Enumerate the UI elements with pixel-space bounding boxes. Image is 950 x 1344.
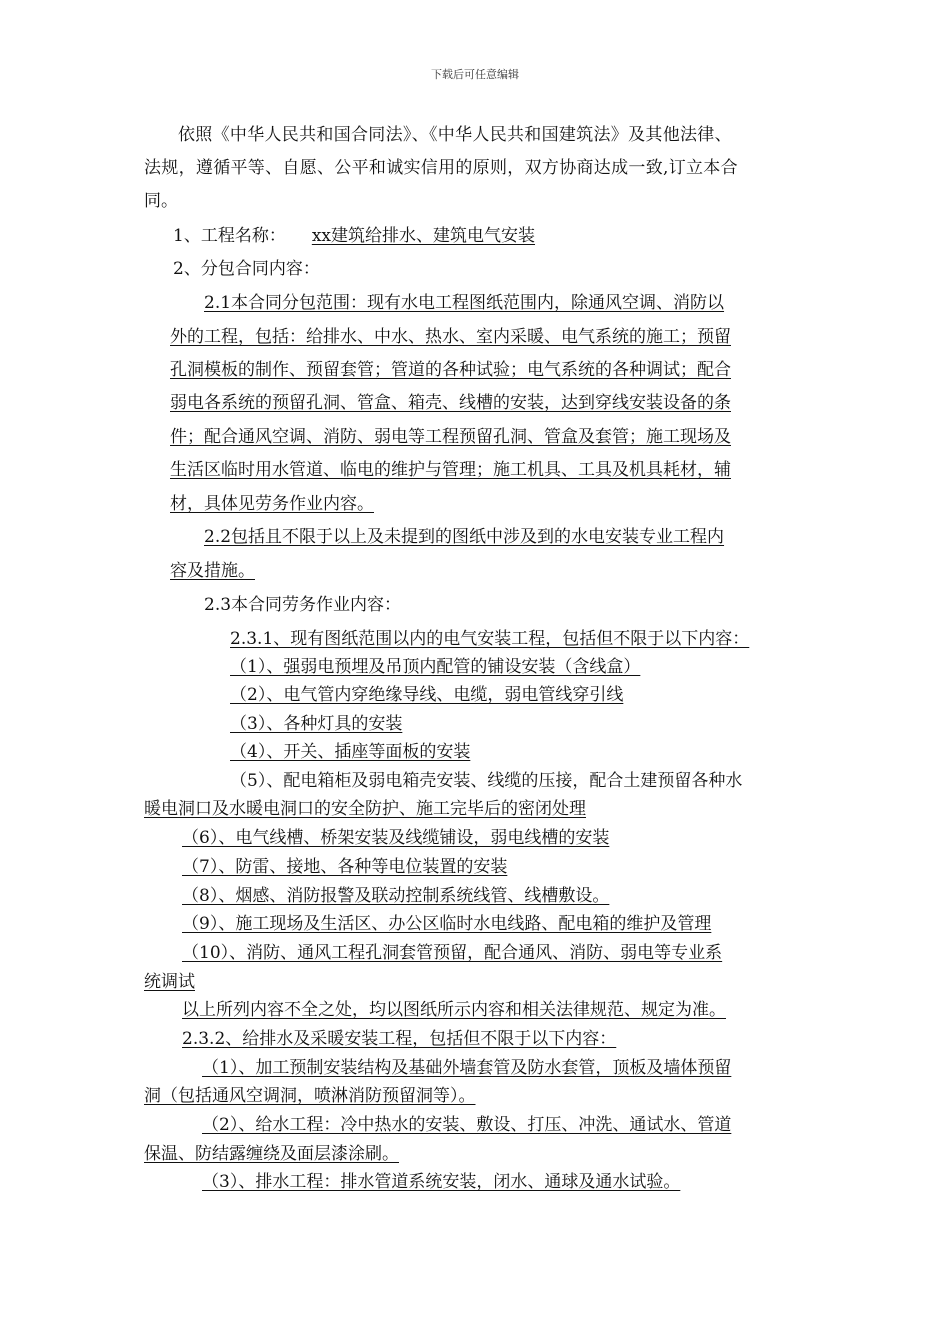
p22-line-1: 2.2包括且不限于以上及未提到的图纸中涉及到的水电安装专业工程内 <box>204 527 725 547</box>
project-name-row <box>173 224 535 248</box>
elec-item-5a: （5）、配电箱柜及弱电箱壳安装、线缆的压接，配合土建预留各种水 <box>230 771 743 791</box>
page-header: 下载后可任意编辑 <box>431 68 519 81</box>
p22-line-2 <box>170 559 265 583</box>
p232-title: 2.3.2、给排水及采暖安装工程，包括但不限于以下内容： <box>182 1029 617 1049</box>
water-item-3-text: （3）、排水工程：排水管道系统安装，闭水、通球及通水试验。 <box>202 1172 681 1192</box>
water-item-2a <box>144 1113 731 1137</box>
water-item-1a <box>144 1056 731 1080</box>
intro-line-3: 同。 <box>144 191 178 211</box>
p21-line-6: 生活区临时用水管道、临电的维护与管理；施工机具、工具及机具耗材，辅 <box>170 460 731 480</box>
elec-item-9: （9）、施工现场及生活区、办公区临时水电线路、配电箱的维护及管理 <box>182 914 712 934</box>
water-item-1a-text: （1）、加工预制安装结构及基础外墙套管及防水套管，顶板及墙体预留 <box>202 1058 732 1078</box>
project-name-value <box>286 226 535 246</box>
elec-note: 以上所列内容不全之处，均以图纸所示内容和相关法律规范、规定为准。 <box>182 1000 726 1020</box>
elec-item-8: （8）、烟感、消防报警及联动控制系统线管、线槽敷设。 <box>182 886 610 906</box>
p21-line-1: 2.1本合同分包范围：现有水电工程图纸范围内，除通风空调、消防以 <box>204 293 725 313</box>
p21-line-7-text: 材，具体见劳务作业内容。 <box>170 494 374 514</box>
project-name-text: xx建筑给排水、建筑电气安装 <box>311 226 536 246</box>
elec-item-6: （6）、电气线槽、桥架安装及线缆铺设，弱电线槽的安装 <box>182 828 610 848</box>
elec-item-2: （2）、电气管内穿绝缘导线、电缆，弱电管线穿引线 <box>230 685 624 705</box>
p21-line-7 <box>170 492 384 516</box>
elec-item-7: （7）、防雷、接地、各种等电位装置的安装 <box>182 857 508 877</box>
p21-line-4: 弱电各系统的预留孔洞、管盒、箱壳、线槽的安装，达到穿线安装设备的条 <box>170 393 731 413</box>
elec-item-3: （3）、各种灯具的安装 <box>230 714 403 734</box>
water-item-1b: 洞（包括通风空调洞，喷淋消防预留洞等）。 <box>144 1086 476 1106</box>
intro-line-2: 法规，遵循平等、自愿、公平和诚实信用的原则，双方协商达成一致,订立本合 <box>144 158 738 178</box>
p22-line-2-text: 容及措施。 <box>170 561 255 581</box>
p21-line-2: 外的工程，包括：给排水、中水、热水、室内采暖、电气系统的施工；预留 <box>170 327 731 347</box>
section-2-title: 2、分包合同内容： <box>173 259 320 279</box>
elec-item-10a: （10）、消防、通风工程孔洞套管预留，配合通风、消防、弱电等专业系 <box>182 943 723 963</box>
p21-line-5: 件；配合通风空调、消防、弱电等工程预留孔洞、管盒及套管；施工现场及 <box>170 427 731 447</box>
p231-title: 2.3.1、现有图纸范围以内的电气安装工程，包括但不限于以下内容： <box>230 629 750 649</box>
water-item-2a-text: （2）、给水工程：冷中热水的安装、敷设、打压、冲洗、通试水、管道 <box>202 1115 732 1135</box>
water-item-2b: 保温、防结露缠绕及面层漆涂刷。 <box>144 1144 399 1164</box>
project-name-label: 1、工程名称： <box>173 226 286 246</box>
elec-item-4: （4）、开关、插座等面板的安装 <box>230 742 471 762</box>
elec-item-1: （1）、强弱电预埋及吊顶内配管的铺设安装（含线盒） <box>230 657 641 677</box>
p21-line-3: 孔洞模板的制作、预留套管；管道的各种试验；电气系统的各种调试；配合 <box>170 360 731 380</box>
p23-title: 2.3本合同劳务作业内容： <box>204 595 402 615</box>
elec-item-5b: 暖电洞口及水暖电洞口的安全防护、施工完毕后的密闭处理 <box>144 799 586 819</box>
intro-line-1: 依照《中华人民共和国合同法》、《中华人民共和国建筑法》及其他法律、 <box>178 125 732 145</box>
elec-item-10b: 统调试 <box>144 972 195 992</box>
water-item-3 <box>144 1170 680 1194</box>
